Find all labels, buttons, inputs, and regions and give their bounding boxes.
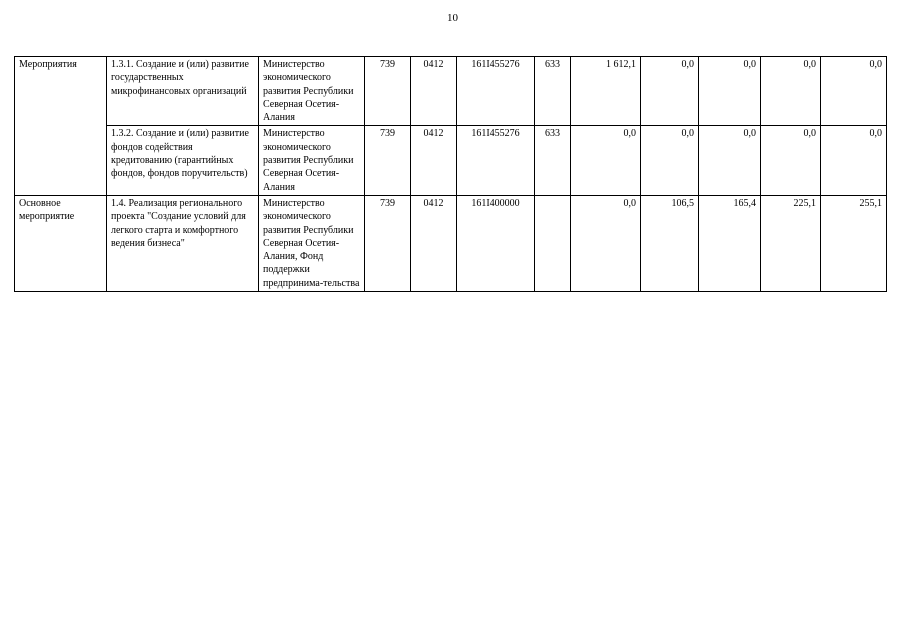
amount-cell: 106,5	[641, 195, 699, 291]
budget-table	[14, 56, 887, 292]
vr-cell: 633	[535, 57, 571, 126]
csr-cell: 161I400000	[457, 195, 535, 291]
csr-cell: 161I455276	[457, 57, 535, 126]
csr-cell: 161I455276	[457, 126, 535, 195]
rzpr-cell: 0412	[411, 126, 457, 195]
rzpr-cell: 0412	[411, 57, 457, 126]
event-name-cell: 1.3.1. Создание и (или) развитие государственных микрофинансовых организаций	[107, 57, 259, 126]
amount-cell: 0,0	[641, 126, 699, 195]
amount-cell: 225,1	[761, 195, 821, 291]
grbs-cell: 739	[365, 126, 411, 195]
table-row	[15, 126, 887, 195]
amount-cell: 1 612,1	[571, 57, 641, 126]
amount-cell: 0,0	[699, 126, 761, 195]
amount-cell: 0,0	[571, 126, 641, 195]
amount-cell: 0,0	[699, 57, 761, 126]
table-row	[15, 57, 887, 126]
event-name-cell: 1.4. Реализация регионального проекта "Создание условий для легкого старта и комфортного ведения бизнеса"	[107, 195, 259, 291]
amount-cell: 165,4	[699, 195, 761, 291]
executor-cell: Министерство экономического развития Республики Северная Осетия-Алания	[259, 126, 365, 195]
grbs-cell: 739	[365, 195, 411, 291]
executor-cell: Министерство экономического развития Республики Северная Осетия-Алания, Фонд поддержки предпринима-тельства	[259, 195, 365, 291]
event-name-cell: 1.3.2. Создание и (или) развитие фондов содействия кредитованию (гарантийных фондов, фондов поручительств)	[107, 126, 259, 195]
amount-cell: 0,0	[641, 57, 699, 126]
amount-cell: 0,0	[761, 57, 821, 126]
amount-cell: 0,0	[821, 57, 887, 126]
vr-cell	[535, 195, 571, 291]
amount-cell: 0,0	[821, 126, 887, 195]
page-number: 10	[447, 12, 458, 24]
vr-cell: 633	[535, 126, 571, 195]
executor-cell: Министерство экономического развития Республики Северная Осетия-Алания	[259, 57, 365, 126]
rzpr-cell: 0412	[411, 195, 457, 291]
row-category-cell: Мероприятия	[15, 57, 107, 196]
amount-cell: 0,0	[761, 126, 821, 195]
amount-cell: 0,0	[571, 195, 641, 291]
grbs-cell: 739	[365, 57, 411, 126]
row-category-cell: Основное мероприятие	[15, 195, 107, 291]
amount-cell: 255,1	[821, 195, 887, 291]
table-row	[15, 195, 887, 291]
